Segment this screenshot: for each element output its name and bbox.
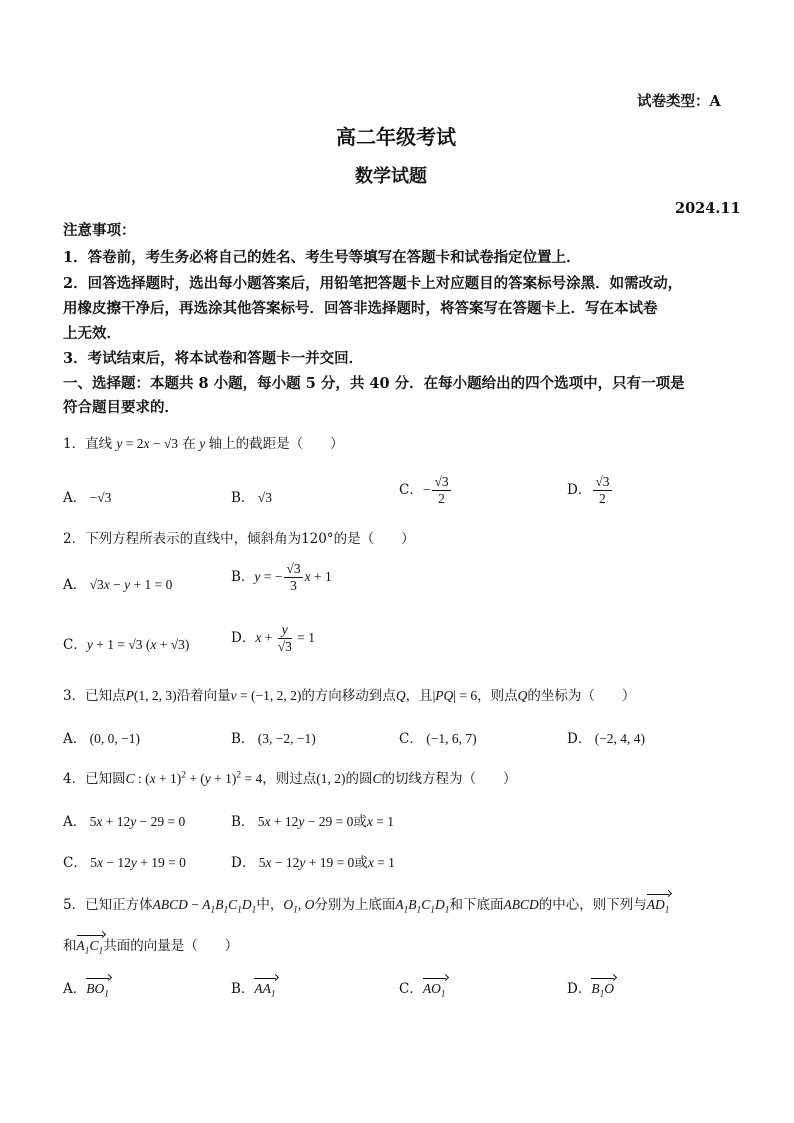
question-3: 3．已知点P(1, 2, 3)沿着向量v = (−1, 2, 2)的方向移动到点Q，且|PQ| = 6，则点Q的坐标为（ ） bbox=[63, 688, 636, 704]
q2-option-b[interactable]: B．y = − $\frac{√3}{3}$ x + 1 bbox=[231, 561, 332, 593]
exam-date: 2024.11 bbox=[675, 200, 741, 217]
q2-option-d[interactable]: D．x + $\frac{y}{√3}$ = 1 bbox=[231, 622, 315, 654]
exam-title: 高二年级考试 bbox=[336, 125, 456, 149]
q5-option-c[interactable]: C．$AO_1$ bbox=[399, 981, 446, 1000]
notice-item-2-line-2: 用橡皮擦干净后，再选涂其他答案标号．回答非选择题时，将答案写在答题卡上．写在本试卷 bbox=[63, 300, 658, 317]
exam-subtitle: 数学试题 bbox=[355, 166, 427, 187]
q1-option-d[interactable]: D． $\frac{√3}{2}$ bbox=[567, 474, 610, 506]
notice-item-2-line-3: 上无效． bbox=[63, 325, 121, 342]
notice-item-2-line-1: 2．回答选择题时，选出每小题答案后，用铅笔把答题卡上对应题目的答案标号涂黑．如需改动， bbox=[63, 275, 683, 292]
paper-type: 试卷类型：A bbox=[637, 93, 721, 110]
q4-option-a[interactable]: A． 5x + 12y − 29 = 0 bbox=[63, 814, 186, 830]
notice-item-1: 1．答卷前，考生务必将自己的姓名、考生号等填写在答题卡和试卷指定位置上． bbox=[63, 249, 581, 266]
q4-option-d[interactable]: D． 5x − 12y + 19 = 0或x = 1 bbox=[231, 855, 395, 871]
notice-item-3: 3．考试结束后，将本试卷和答题卡一并交回． bbox=[63, 350, 364, 367]
question-1: 1．直线 y = 2x − √3 在 y 轴上的截距是（ ） bbox=[63, 436, 344, 452]
q4-option-c[interactable]: C． 5x − 12y + 19 = 0 bbox=[63, 855, 186, 871]
q5-option-b[interactable]: B．$AA_1$ bbox=[231, 981, 276, 1000]
q2-option-a[interactable]: A． √3x − y + 1 = 0 bbox=[63, 577, 173, 593]
notice-heading: 注意事项： bbox=[63, 222, 136, 239]
q1-option-b[interactable]: B． √3 bbox=[231, 490, 272, 506]
q3-option-d[interactable]: D． (−2, 4, 4) bbox=[567, 731, 646, 747]
q3-option-b[interactable]: B． (3, −2, −1) bbox=[231, 731, 316, 747]
q3-option-a[interactable]: A． (0, 0, −1) bbox=[63, 731, 140, 747]
q5-option-a[interactable]: A．$BO_1$ bbox=[63, 981, 109, 1000]
q3-option-c[interactable]: C． (−1, 6, 7) bbox=[399, 731, 477, 747]
question-5-line-1: 5．已知正方体ABCD − $A_1B_1C_1D_1$中，$O_1$, O分别为上底面$A_1B_1C_1D_1$和下底面ABCD的中心，则下列与$AD_1$ bbox=[63, 897, 670, 916]
q4-option-b[interactable]: B． 5x + 12y − 29 = 0或x = 1 bbox=[231, 814, 395, 830]
q1-option-a[interactable]: A． −√3 bbox=[63, 490, 112, 506]
q5-option-d[interactable]: D．$B_1O$ bbox=[567, 981, 615, 1000]
question-4: 4．已知圆C : $(x + 1)^2 + (y + 1)^2 = 4$，则过点(1, 2)的圆C的切线方程为（ ） bbox=[63, 770, 517, 787]
section-heading-line-1: 一、选择题：本题共 8 小题，每小题 5 分，共 40 分．在每小题给出的四个选项中，只有一项是 bbox=[63, 375, 685, 392]
section-heading-line-2: 符合题目要求的． bbox=[63, 399, 179, 416]
q1-option-c[interactable]: C．− $\frac{√3}{2}$ bbox=[399, 474, 449, 506]
question-2: 2．下列方程所表示的直线中，倾斜角为120°的是（ ） bbox=[63, 531, 415, 547]
question-5-line-2: 和$A_1C_1$共面的向量是（ ） bbox=[63, 938, 239, 957]
q2-option-c[interactable]: C．y + 1 = √3 (x + √3) bbox=[63, 637, 190, 653]
